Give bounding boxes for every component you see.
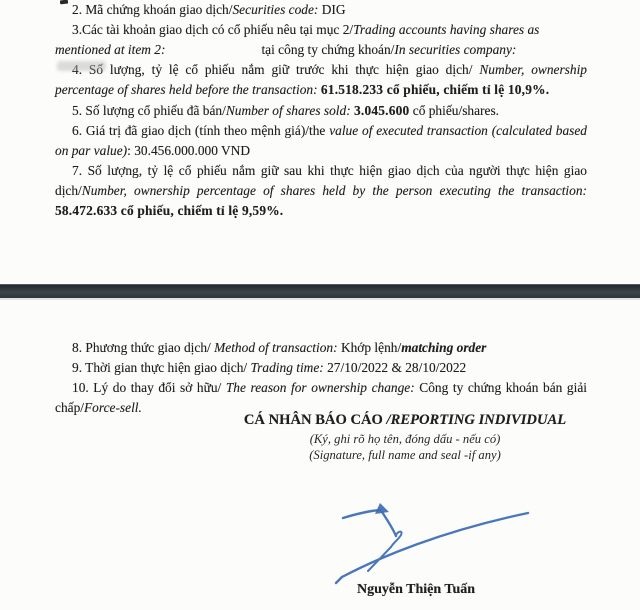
item-3-line2-en: mentioned at item 2: (55, 42, 166, 58)
item-7-label-en: Number, ownership percentage of shares held by the person executing the transaction: (81, 182, 587, 198)
item-2-securities-code (55, 0, 587, 20)
item-8-value-en: matching order (401, 340, 487, 355)
document-upper-section (55, 0, 587, 221)
signature-arrow-stroke (375, 503, 389, 514)
item-2-label-en: Securities code: (232, 2, 322, 17)
item-9-label-vn: 9. Thời gian thực hiện giao dịch/ (72, 360, 251, 376)
item-10-label-vn: 10. Lý do thay đổi sở hữu/ (72, 380, 226, 396)
item-6-transaction-value (55, 121, 587, 161)
item-3-line2-en2: In securities company: (394, 42, 517, 58)
sig-title-en: /REPORTING INDIVIDUAL (386, 412, 567, 429)
sig-note-vn: (Ký, ghi rõ họ tên, đóng dấu - nếu có) (309, 432, 501, 447)
handwritten-signature (330, 495, 540, 590)
item-5-value: 3.045.600 (354, 102, 410, 118)
item-8-label-en: Method of transaction: (214, 340, 341, 355)
item-5-label-vn: 5. Số lượng cổ phiếu đã bán/ (72, 102, 226, 118)
item-4-label-en: Number, ownership percentage of shares held before the transaction: (55, 62, 588, 98)
item-8-value-vn: Khớp lệnh/ (340, 340, 402, 355)
item-10-value-en: Force-sell. (84, 400, 142, 416)
scan-smudge (57, 61, 106, 71)
item-10-value-vn: Công ty chứng khoán bán giải chấp/ (55, 380, 587, 416)
section-divider-bar (0, 284, 640, 300)
item-3-line1-en: Trading accounts having shares as (353, 22, 540, 38)
item-4-label-vn: 4. Số lượng, tỷ lệ cổ phiếu nắm giữ trước khi thực hiện giao dịch/ (72, 62, 480, 78)
item-6-label-en: value of executed transaction (calculated based on par value) (55, 122, 587, 158)
item-4-value: 61.518.233 cổ phiếu, chiếm tỉ lệ 10,9%. (320, 82, 550, 98)
document-lower-section (55, 338, 587, 463)
item-4-shares-before (55, 60, 587, 100)
item-7-shares-after (55, 161, 587, 221)
item-10-label-en: The reason for ownership change: (225, 380, 420, 396)
item-5-label-en: Number of shares sold: (225, 102, 355, 118)
item-7-label-vn: 7. Số lượng, tỷ lệ cổ phiếu nắm giữ sau khi thực hiện giao dịch của người thực hiện giao dịch/ (55, 162, 587, 198)
item-6-label-vn: 6. Giá trị đã giao dịch (tính theo mệnh giá)/the (72, 122, 330, 138)
sig-note-en: (Signature, full name and seal -if any) (309, 448, 501, 463)
item-6-value: : 30.456.000.000 VND (127, 142, 251, 158)
item-5-shares-sold (55, 101, 587, 121)
item-8-label-vn: 8. Phương thức giao dịch/ (72, 340, 215, 355)
reporting-individual-title (225, 411, 585, 431)
item-2-value: DIG (321, 2, 346, 17)
item-2-label-vn: 2. Mã chứng khoán giao dịch/ (72, 2, 233, 17)
item-3-line1-vn: 3.Các tài khoản giao dịch có cổ phiếu nêu tại mục 2/ (72, 22, 354, 38)
item-3-trading-accounts (55, 20, 587, 60)
sig-title-vn: CÁ NHÂN BÁO CÁO (243, 412, 387, 429)
item-7-value: 58.472.633 cổ phiếu, chiếm tỉ lệ 9,59%. (55, 203, 284, 219)
item-9-value: 27/10/2022 & 28/10/2022 (327, 360, 467, 376)
item-5-suffix: cổ phiếu/shares. (409, 102, 500, 118)
reporting-individual-block (225, 411, 585, 463)
item-8-method (55, 338, 587, 358)
item-9-label-en: Trading time: (250, 360, 328, 376)
item-3-line2-vn: tại công ty chứng khoán/ (261, 42, 395, 58)
item-9-trading-time (55, 358, 587, 378)
signer-name: Nguyễn Thiện Tuấn (356, 582, 476, 597)
